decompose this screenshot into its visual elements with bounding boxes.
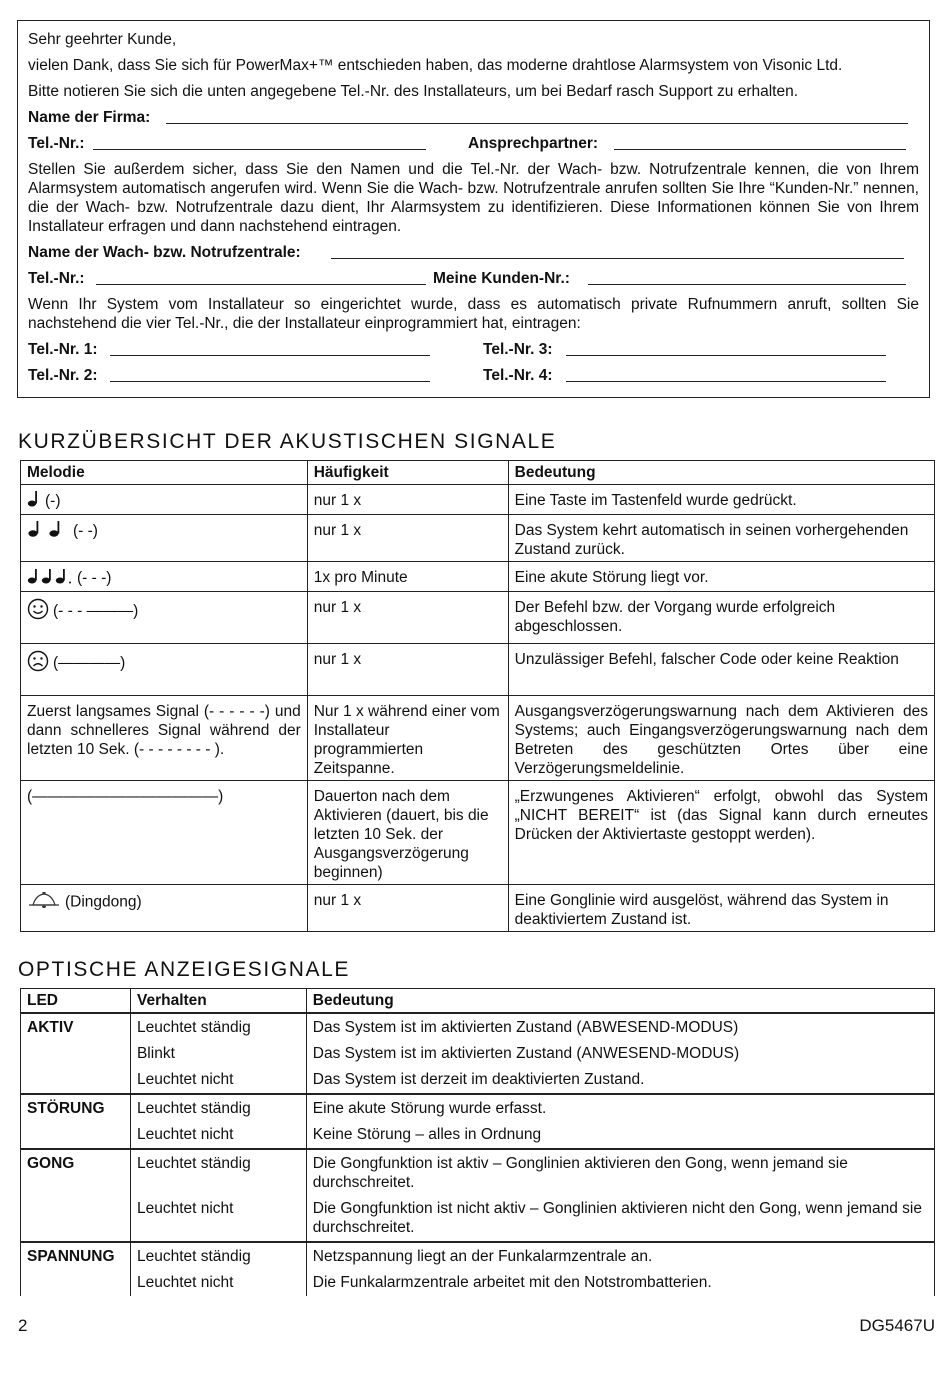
led-name: STÖRUNG xyxy=(21,1094,131,1118)
firm-label: Name der Firma: xyxy=(28,109,151,126)
table-header-row xyxy=(21,989,935,1014)
greeting: Sehr geehrter Kunde, xyxy=(28,31,177,48)
table-row xyxy=(21,1266,935,1296)
customer-no-field[interactable] xyxy=(588,269,906,285)
meaning-cell: Das System ist im aktivierten Zustand (ANWESEND-MODUS) xyxy=(306,1037,934,1063)
bell-icon xyxy=(27,891,61,914)
meaning-cell: Ausgangsverzögerungswarnung nach dem Aktivieren des Systems; auch Eingangsverzögerungswarnung nach dem Betreten des geschützten Ortes über eine Verzögerungsmeldelinie. xyxy=(508,696,934,781)
table-row xyxy=(21,1149,935,1192)
melody-cell xyxy=(21,781,308,885)
led-name xyxy=(21,1118,131,1149)
melody-cell xyxy=(21,562,308,592)
tel3-label: Tel.-Nr. 3: xyxy=(483,341,553,358)
behavior-cell: Leuchtet nicht xyxy=(130,1063,306,1094)
behavior-cell: Leuchtet nicht xyxy=(130,1118,306,1149)
meaning-cell: Die Gongfunktion ist nicht aktiv – Gonglinien aktivieren nicht den Gong, wenn jemand sie durchschreitet. xyxy=(306,1192,934,1242)
melody-text: (Dingdong) xyxy=(65,893,142,911)
table-row xyxy=(21,592,935,644)
melody-text: (————) xyxy=(53,654,126,672)
table-header-row xyxy=(21,461,935,485)
station-tel-field[interactable] xyxy=(96,269,426,285)
frequency-cell: nur 1 x xyxy=(307,592,508,644)
meaning-cell: Der Befehl bzw. der Vorgang wurde erfolgreich abgeschlossen. xyxy=(508,592,934,644)
meaning-cell: Eine Gonglinie wird ausgelöst, während das System in deaktiviertem Zustand ist. xyxy=(508,885,934,932)
page-number: 2 xyxy=(18,1316,28,1335)
meaning-cell: Die Gongfunktion ist aktiv – Gonglinien aktivieren den Gong, wenn jemand sie durchschreitet. xyxy=(306,1149,934,1192)
station-field[interactable] xyxy=(331,243,904,259)
melody-text: (————————————) xyxy=(27,788,224,805)
header-frequency: Häufigkeit xyxy=(307,461,508,485)
two-notes-icon xyxy=(27,521,69,542)
melody-cell xyxy=(21,696,308,781)
table-row xyxy=(21,644,935,696)
behavior-cell: Leuchtet ständig xyxy=(130,1149,306,1192)
frequency-cell: Nur 1 x während einer vom Installateur programmierten Zeitspanne. xyxy=(307,696,508,781)
station-label: Name der Wach- bzw. Notrufzentrale: xyxy=(28,244,301,261)
optical-table xyxy=(20,988,935,1296)
optical-title: OPTISCHE ANZEIGESIGNALE xyxy=(18,958,351,981)
meaning-cell: Unzulässiger Befehl, falscher Code oder keine Reaktion xyxy=(508,644,934,696)
meaning-cell: Eine Taste im Tastenfeld wurde gedrückt. xyxy=(508,485,934,515)
led-name xyxy=(21,1037,131,1063)
led-name: AKTIV xyxy=(21,1013,131,1037)
frequency-cell: 1x pro Minute xyxy=(307,562,508,592)
led-name xyxy=(21,1266,131,1296)
melody-cell xyxy=(21,885,308,932)
frequency-cell: nur 1 x xyxy=(307,515,508,562)
melody-text: (- - -) xyxy=(77,569,112,587)
tel2-label: Tel.-Nr. 2: xyxy=(28,367,98,384)
melody-cell xyxy=(21,592,308,644)
doc-code: DG5467U xyxy=(859,1316,935,1335)
one-note-icon xyxy=(27,491,41,512)
frequency-cell: Dauerton nach dem Aktivieren (dauert, bis die letzten 10 Sek. der Ausgangsverzögerung beginnen) xyxy=(307,781,508,885)
table-row xyxy=(21,515,935,562)
table-row xyxy=(21,696,935,781)
meaning-cell: Die Funkalarmzentrale arbeitet mit den Notstrombatterien. xyxy=(306,1266,934,1296)
three-notes-icon xyxy=(27,568,73,589)
private-numbers-text: Wenn Ihr System vom Installateur so eingerichtet wurde, dass es automatisch private Rufnummern anruft, sollten Sie nachstehend die vier Tel.-Nr., die der Installateur einprogrammiert hat, eintragen: xyxy=(28,296,919,332)
firm-field[interactable] xyxy=(166,108,908,124)
led-name xyxy=(21,1192,131,1242)
melody-cell xyxy=(21,515,308,562)
tel1-field[interactable] xyxy=(110,340,430,356)
table-row xyxy=(21,781,935,885)
acoustic-table xyxy=(20,460,935,932)
acoustic-title: KURZÜBERSICHT DER AKUSTISCHEN SIGNALE xyxy=(18,430,557,453)
header-led: LED xyxy=(21,989,131,1014)
meaning-cell: Netzspannung liegt an der Funkalarmzentrale an. xyxy=(306,1242,934,1266)
tel1-label: Tel.-Nr. 1: xyxy=(28,341,98,358)
table-row xyxy=(21,1192,935,1242)
meaning-cell: Keine Störung – alles in Ordnung xyxy=(306,1118,934,1149)
table-row xyxy=(21,1037,935,1063)
tel-label: Tel.-Nr.: xyxy=(28,135,85,152)
header-meaning: Bedeutung xyxy=(306,989,934,1014)
monitoring-text: Stellen Sie außerdem sicher, dass Sie den Namen und die Tel.-Nr. der Wach- bzw. Notrufzentrale kennen, die von Ihrem Alarmsystem automatisch angerufen wird. Wenn Sie die Wach- bzw. Notrufzentrale anrufen sollten Sie Ihre “Kunden-Nr.” nennen, die der Wach- bzw. Notrufzentrale dazu dient, Ihr Alarmsystem zu identifizieren. Diese Informationen können Sie von Ihrem Installateur erfragen und dann nachstehend eintragen. xyxy=(28,161,919,235)
table-row xyxy=(21,485,935,515)
behavior-cell: Leuchtet nicht xyxy=(130,1192,306,1242)
led-name: SPANNUNG xyxy=(21,1242,131,1266)
table-row xyxy=(21,1118,935,1149)
tel3-field[interactable] xyxy=(566,340,886,356)
led-name xyxy=(21,1063,131,1094)
behavior-cell: Leuchtet ständig xyxy=(130,1094,306,1118)
station-tel-label: Tel.-Nr.: xyxy=(28,270,85,287)
happy-face-icon xyxy=(27,598,49,625)
table-row xyxy=(21,1242,935,1266)
frequency-cell: nur 1 x xyxy=(307,885,508,932)
behavior-cell: Leuchtet ständig xyxy=(130,1013,306,1037)
melody-text: (-) xyxy=(45,492,61,510)
meaning-cell: Eine akute Störung liegt vor. xyxy=(508,562,934,592)
frequency-cell: nur 1 x xyxy=(307,644,508,696)
header-behavior: Verhalten xyxy=(130,989,306,1014)
melody-cell xyxy=(21,644,308,696)
meaning-cell: Eine akute Störung wurde erfasst. xyxy=(306,1094,934,1118)
table-row xyxy=(21,1094,935,1118)
led-name: GONG xyxy=(21,1149,131,1192)
contact-label: Ansprechpartner: xyxy=(468,135,599,152)
customer-no-label: Meine Kunden-Nr.: xyxy=(433,270,570,287)
frequency-cell: nur 1 x xyxy=(307,485,508,515)
meaning-cell: Das System kehrt automatisch in seinen vorhergehenden Zustand zurück. xyxy=(508,515,934,562)
sad-face-icon xyxy=(27,650,49,677)
meaning-cell: Das System ist derzeit im deaktivierten Zustand. xyxy=(306,1063,934,1094)
meaning-cell: Das System ist im aktivierten Zustand (ABWESEND-MODUS) xyxy=(306,1013,934,1037)
behavior-cell: Leuchtet nicht xyxy=(130,1266,306,1296)
tel-field[interactable] xyxy=(93,134,426,150)
contact-field[interactable] xyxy=(614,134,906,150)
customer-info-box xyxy=(17,20,930,398)
table-row xyxy=(21,562,935,592)
header-meaning: Bedeutung xyxy=(508,461,934,485)
tel2-field[interactable] xyxy=(110,366,430,382)
note-text: Bitte notieren Sie sich die unten angegebene Tel.-Nr. des Installateurs, um bei Bedarf rasch Support zu erhalten. xyxy=(28,83,799,100)
melody-text: (- - - ———) xyxy=(53,602,139,620)
melody-text: (- -) xyxy=(73,522,98,540)
table-row xyxy=(21,1013,935,1037)
melody-cell xyxy=(21,485,308,515)
melody-text: Zuerst langsames Signal (- - - - - -) und dann schnelleres Signal während der letzten 10 Sek. (- - - - - - - - ). xyxy=(27,703,301,758)
behavior-cell: Blinkt xyxy=(130,1037,306,1063)
tel4-field[interactable] xyxy=(566,366,886,382)
thanks-text: vielen Dank, dass Sie sich für PowerMax+™ entschieden haben, das moderne drahtlose Alarmsystem von Visonic Ltd. xyxy=(28,57,843,74)
header-melody: Melodie xyxy=(21,461,308,485)
behavior-cell: Leuchtet ständig xyxy=(130,1242,306,1266)
meaning-cell: „Erzwungenes Aktivieren“ erfolgt, obwohl das System „NICHT BEREIT“ ist (das Signal kann durch erneutes Drücken der Aktiviertaste gestoppt werden). xyxy=(508,781,934,885)
table-row xyxy=(21,885,935,932)
tel4-label: Tel.-Nr. 4: xyxy=(483,367,553,384)
table-row xyxy=(21,1063,935,1094)
